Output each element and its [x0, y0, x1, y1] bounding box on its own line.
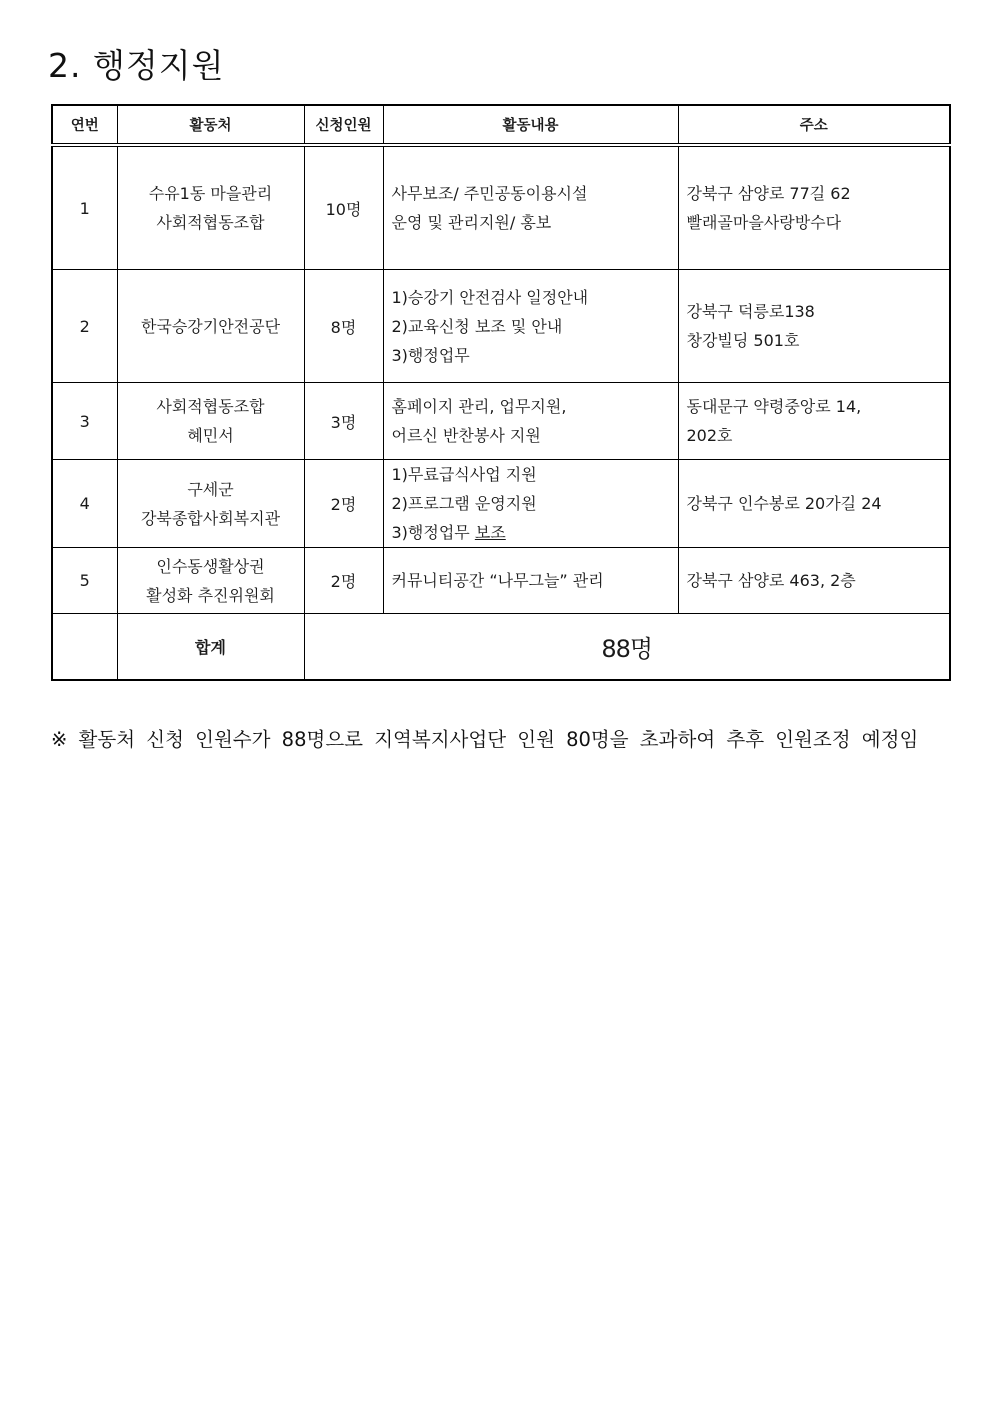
header-activity: 활동내용 — [383, 105, 678, 145]
cell-address — [678, 548, 950, 614]
cell-org — [117, 270, 304, 383]
table-row — [52, 145, 950, 270]
table-row — [52, 270, 950, 383]
cell-activity — [383, 548, 678, 614]
table-header-row — [52, 105, 950, 145]
cell-org — [117, 145, 304, 270]
address-line: 동대문구 약령중앙로 14, — [686, 397, 862, 416]
cell-address — [678, 270, 950, 383]
address-line: 202호 — [686, 426, 733, 445]
activity-line: 어르신 반찬봉사 지원 — [391, 426, 541, 445]
cell-empty — [52, 614, 117, 681]
cell-org — [117, 548, 304, 614]
address-line: 빨래골마을사랑방수다 — [686, 213, 842, 232]
cell-no: 3 — [52, 383, 117, 460]
activity-underlined-text: 보조 — [474, 523, 506, 542]
org-line: 수유1동 마을관리 — [148, 184, 273, 203]
cell-org — [117, 460, 304, 548]
cell-activity — [383, 460, 678, 548]
address-line: 강북구 덕릉로138 — [686, 302, 815, 321]
cell-address — [678, 383, 950, 460]
total-value: 88명 — [304, 614, 950, 681]
org-line: 구세군 — [187, 479, 234, 499]
cell-no: 1 — [52, 145, 117, 270]
cell-activity — [383, 145, 678, 270]
activity-line: 1)무료급식사업 지원 — [391, 465, 537, 484]
org-line: 강북종합사회복지관 — [140, 508, 281, 528]
cell-no: 2 — [52, 270, 117, 383]
header-no: 연번 — [52, 105, 117, 145]
footnote: ※ 활동처 신청 인원수가 88명으로 지역복지사업단 인원 80명을 초과하여 추후 인원조정 예정임 — [51, 728, 919, 751]
cell-count: 3명 — [304, 383, 383, 460]
activity-line: 운영 및 관리지원/ 홍보 — [391, 213, 552, 232]
table-row — [52, 460, 950, 548]
org-line: 혜민서 — [187, 426, 234, 445]
activity-line: 2)프로그램 운영지원 — [391, 494, 537, 513]
address-line: 강북구 삼양로 463, 2층 — [686, 571, 856, 590]
cell-activity — [383, 270, 678, 383]
cell-count: 10명 — [304, 145, 383, 270]
activity-site-table — [51, 104, 951, 681]
address-line: 강북구 삼양로 77길 62 — [686, 184, 851, 203]
activity-line-text: 3)행정업무 — [391, 523, 475, 542]
table-row — [52, 548, 950, 614]
header-org: 활동처 — [117, 105, 304, 145]
org-line: 사회적협동조합 — [156, 213, 265, 232]
cell-address — [678, 145, 950, 270]
table-total-row — [52, 614, 950, 681]
cell-count: 2명 — [304, 548, 383, 614]
cell-no: 4 — [52, 460, 117, 548]
activity-line: 2)교육신청 보조 및 안내 — [391, 316, 563, 336]
org-line: 활성화 추진위원회 — [146, 585, 275, 605]
cell-address — [678, 460, 950, 548]
header-count: 신청인원 — [304, 105, 383, 145]
cell-count: 2명 — [304, 460, 383, 548]
cell-count: 8명 — [304, 270, 383, 383]
activity-line: 사무보조/ 주민공동이용시설 — [391, 184, 588, 203]
header-address: 주소 — [678, 105, 950, 145]
activity-line: 커뮤니티공간 “나무그늘” 관리 — [391, 571, 604, 590]
activity-line — [392, 518, 678, 547]
activity-line: 홈페이지 관리, 업무지원, — [391, 397, 567, 416]
table-row — [52, 383, 950, 460]
activity-line: 3)행정업무 — [391, 345, 470, 365]
total-label: 합계 — [117, 614, 304, 681]
page-title: 2. 행정지원 — [48, 46, 225, 85]
activity-line: 1)승강기 안전검사 일정안내 — [391, 287, 589, 307]
org-line: 한국승강기안전공단 — [140, 316, 281, 336]
cell-activity — [383, 383, 678, 460]
org-line: 사회적협동조합 — [156, 397, 265, 416]
address-line: 창강빌딩 501호 — [686, 331, 800, 350]
cell-no: 5 — [52, 548, 117, 614]
cell-org — [117, 383, 304, 460]
org-line: 인수동생활상권 — [156, 556, 265, 576]
address-line: 강북구 인수봉로 20가길 24 — [686, 494, 882, 513]
